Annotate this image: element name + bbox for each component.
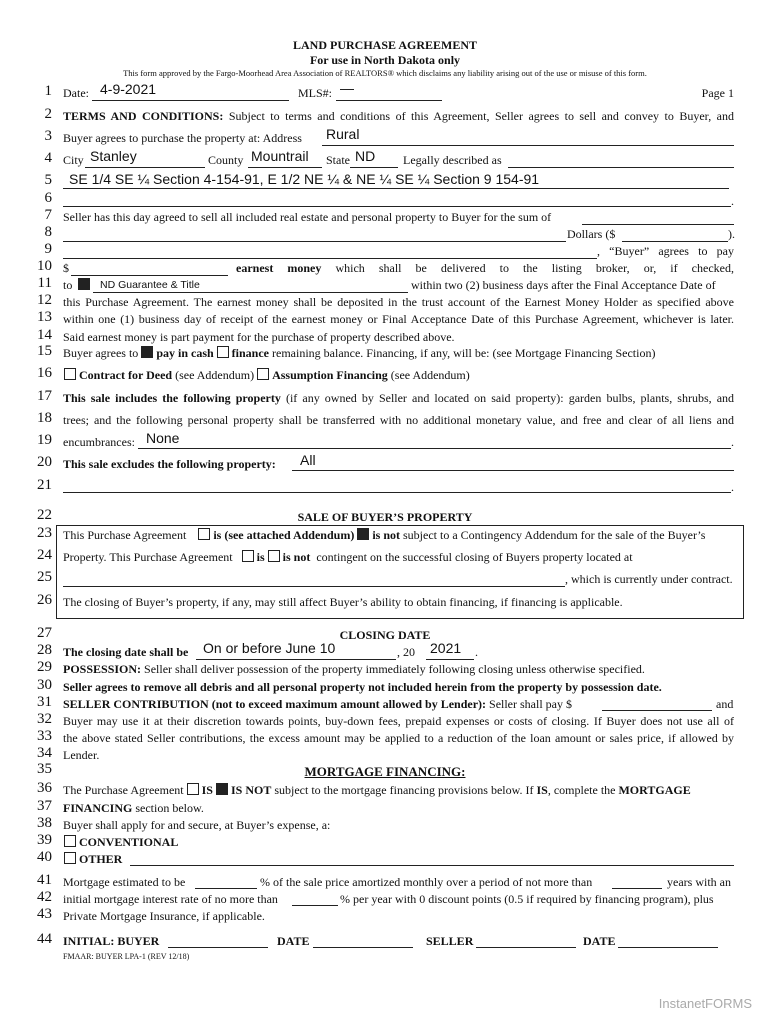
line-number: 3 xyxy=(44,128,52,144)
contingent-is-checkbox[interactable] xyxy=(242,550,254,562)
mortgage-financing-heading: MORTGAGE FINANCING: xyxy=(304,764,466,779)
line-number: 14 xyxy=(37,327,52,343)
contingent-line: Property. This Purchase Agreement is is not contingent on the successful closing of Buyers property located at xyxy=(63,550,633,564)
line-number: 16 xyxy=(37,365,52,381)
sum-label: Seller has this day agreed to sell all included real estate and personal property to Buyer for the sum of xyxy=(63,210,552,224)
other-checkbox[interactable] xyxy=(64,852,76,864)
finance-checkbox[interactable] xyxy=(217,346,229,358)
state-label: State xyxy=(326,153,350,167)
sale-of-buyers-property-heading: SALE OF BUYER’S PROPERTY xyxy=(297,510,473,524)
line-number: 15 xyxy=(37,343,52,359)
possession-line: POSSESSION: Seller shall deliver possession of the property immediately following closing unless otherwise specified. xyxy=(63,662,645,676)
conventional-checkbox[interactable] xyxy=(64,835,76,847)
line-number: 36 xyxy=(37,780,52,796)
line-number: 37 xyxy=(37,798,52,814)
line-number: 1 xyxy=(44,83,52,99)
city-label: City xyxy=(63,153,84,167)
line-number: 43 xyxy=(37,906,52,922)
mortgage-is-checkbox[interactable] xyxy=(187,783,199,795)
encumbrances-label: encumbrances: xyxy=(63,435,135,449)
page-number: Page 1 xyxy=(701,86,734,100)
line-number: 12 xyxy=(37,292,52,308)
line-number: 41 xyxy=(37,872,52,888)
line-number: 24 xyxy=(37,547,52,563)
buyer-agrees-label: , “Buyer” agrees to pay xyxy=(597,244,734,258)
excludes-field[interactable]: All xyxy=(300,452,316,468)
closing-year-field[interactable]: 2021 xyxy=(430,640,462,656)
assumption-financing-checkbox[interactable] xyxy=(257,368,269,380)
closing-date-field[interactable]: On or before June 10 xyxy=(203,640,336,656)
mortgage-is-not-checkbox[interactable] xyxy=(216,783,228,795)
line-number: 10 xyxy=(37,258,52,274)
contingency-line: This Purchase Agreement is (see attached Addendum) is not subject to a Contingency Addendum for the sale of the Buyer’s xyxy=(63,528,706,542)
closing-date-heading: CLOSING DATE xyxy=(339,628,431,642)
line-number: 19 xyxy=(37,432,52,448)
dollars-label: Dollars ($ xyxy=(567,227,616,241)
form-footer: FMAAR: BUYER LPA-1 (REV 12/18) xyxy=(63,952,190,961)
address-label: Buyer agrees to purchase the property at: Address xyxy=(63,131,302,145)
legal-description-field[interactable]: SE 1/4 SE ¼ Section 4-154-91, E 1/2 NE ¼ & NE ¼ SE ¼ Section 9 154-91 xyxy=(69,171,540,187)
form-subtitle: For use in North Dakota only xyxy=(309,53,461,67)
line-number: 29 xyxy=(37,659,52,675)
excludes-label: This sale excludes the following property: xyxy=(63,457,276,471)
contract-for-deed-checkbox[interactable] xyxy=(64,368,76,380)
address-field[interactable]: Rural xyxy=(326,126,360,142)
line-number: 39 xyxy=(37,832,52,848)
county-field[interactable]: Mountrail xyxy=(251,148,309,164)
line-number: 28 xyxy=(37,642,52,658)
encumbrances-field[interactable]: None xyxy=(146,430,180,446)
terms-line: TERMS AND CONDITIONS: Subject to terms and conditions of this Agreement, Seller agrees to sell and convey to Buyer, and xyxy=(63,109,735,123)
line-number: 44 xyxy=(37,931,52,947)
legal-label: Legally described as xyxy=(403,153,502,167)
date-field[interactable]: 4-9-2021 xyxy=(100,81,157,97)
line-number: 33 xyxy=(37,728,52,744)
line-number: 23 xyxy=(37,525,52,541)
county-label: County xyxy=(208,153,244,167)
line-number: 7 xyxy=(44,207,52,223)
line-number: 22 xyxy=(37,507,52,523)
includes-line: This sale includes the following property (if any owned by Seller and located on said property): garden bulbs, plants, shrubs, and xyxy=(63,391,735,405)
attached-addendum-checkbox[interactable] xyxy=(198,528,210,540)
line-number: 27 xyxy=(37,625,52,641)
earnest-holder-checkbox[interactable] xyxy=(78,278,90,290)
form-title: LAND PURCHASE AGREEMENT xyxy=(292,38,478,52)
line-number: 32 xyxy=(37,711,52,727)
city-field[interactable]: Stanley xyxy=(90,148,137,164)
contract-options-line: Contract for Deed (see Addendum) Assumption Financing (see Addendum) xyxy=(61,368,470,383)
line-number: 38 xyxy=(37,815,52,831)
line-number: 11 xyxy=(37,275,52,291)
line-number: 20 xyxy=(37,454,52,470)
line-number: 34 xyxy=(37,745,52,761)
line-number: 5 xyxy=(44,172,52,188)
line-number: 31 xyxy=(37,694,52,710)
mls-field[interactable]: — xyxy=(340,80,354,96)
line-number: 6 xyxy=(44,190,52,206)
line-number: 9 xyxy=(44,241,52,257)
line-number: 2 xyxy=(44,106,52,122)
line-number: 4 xyxy=(44,150,52,166)
instanet-logo: InstanetFORMS xyxy=(658,996,752,1011)
earnest-holder-field[interactable]: ND Guarantee & Title xyxy=(100,279,200,291)
line-number: 21 xyxy=(37,477,52,493)
line-number: 40 xyxy=(37,849,52,865)
line-number: 8 xyxy=(44,224,52,240)
payment-method-line: Buyer agrees to pay in cash finance remaining balance. Financing, if any, will be: (see Mortgage Financing Section) xyxy=(63,346,656,360)
contingent-is-not-checkbox[interactable] xyxy=(268,550,280,562)
line-number: 17 xyxy=(37,388,52,404)
is-not-subject-checkbox[interactable] xyxy=(357,528,369,540)
line-number: 35 xyxy=(37,761,52,777)
line-number: 13 xyxy=(37,309,52,325)
mls-label: MLS#: xyxy=(298,86,333,100)
earnest-money-line: earnest money which shall be delivered to the listing broker, or, if checked, xyxy=(236,261,734,275)
seller-contribution-line: SELLER CONTRIBUTION (not to exceed maximum amount allowed by Lender): Seller shall pay $ xyxy=(63,697,572,711)
line-number: 26 xyxy=(37,592,52,608)
line-number: 42 xyxy=(37,889,52,905)
mortgage-subject-line: The Purchase Agreement IS IS NOT subject to the mortgage financing provisions below. If IS, complete the MORTGAGE xyxy=(63,783,691,797)
date-label: Date: xyxy=(63,86,89,100)
pay-in-cash-checkbox[interactable] xyxy=(141,346,153,358)
line-number: 18 xyxy=(37,410,52,426)
state-field[interactable]: ND xyxy=(355,148,376,164)
form-disclaimer: This form approved by the Fargo-Moorhead Area Association of REALTORS® which disclaims any liability arising out of the use or misuse of this form. xyxy=(123,68,647,78)
line-number: 25 xyxy=(37,569,52,585)
line-number: 30 xyxy=(37,677,52,693)
